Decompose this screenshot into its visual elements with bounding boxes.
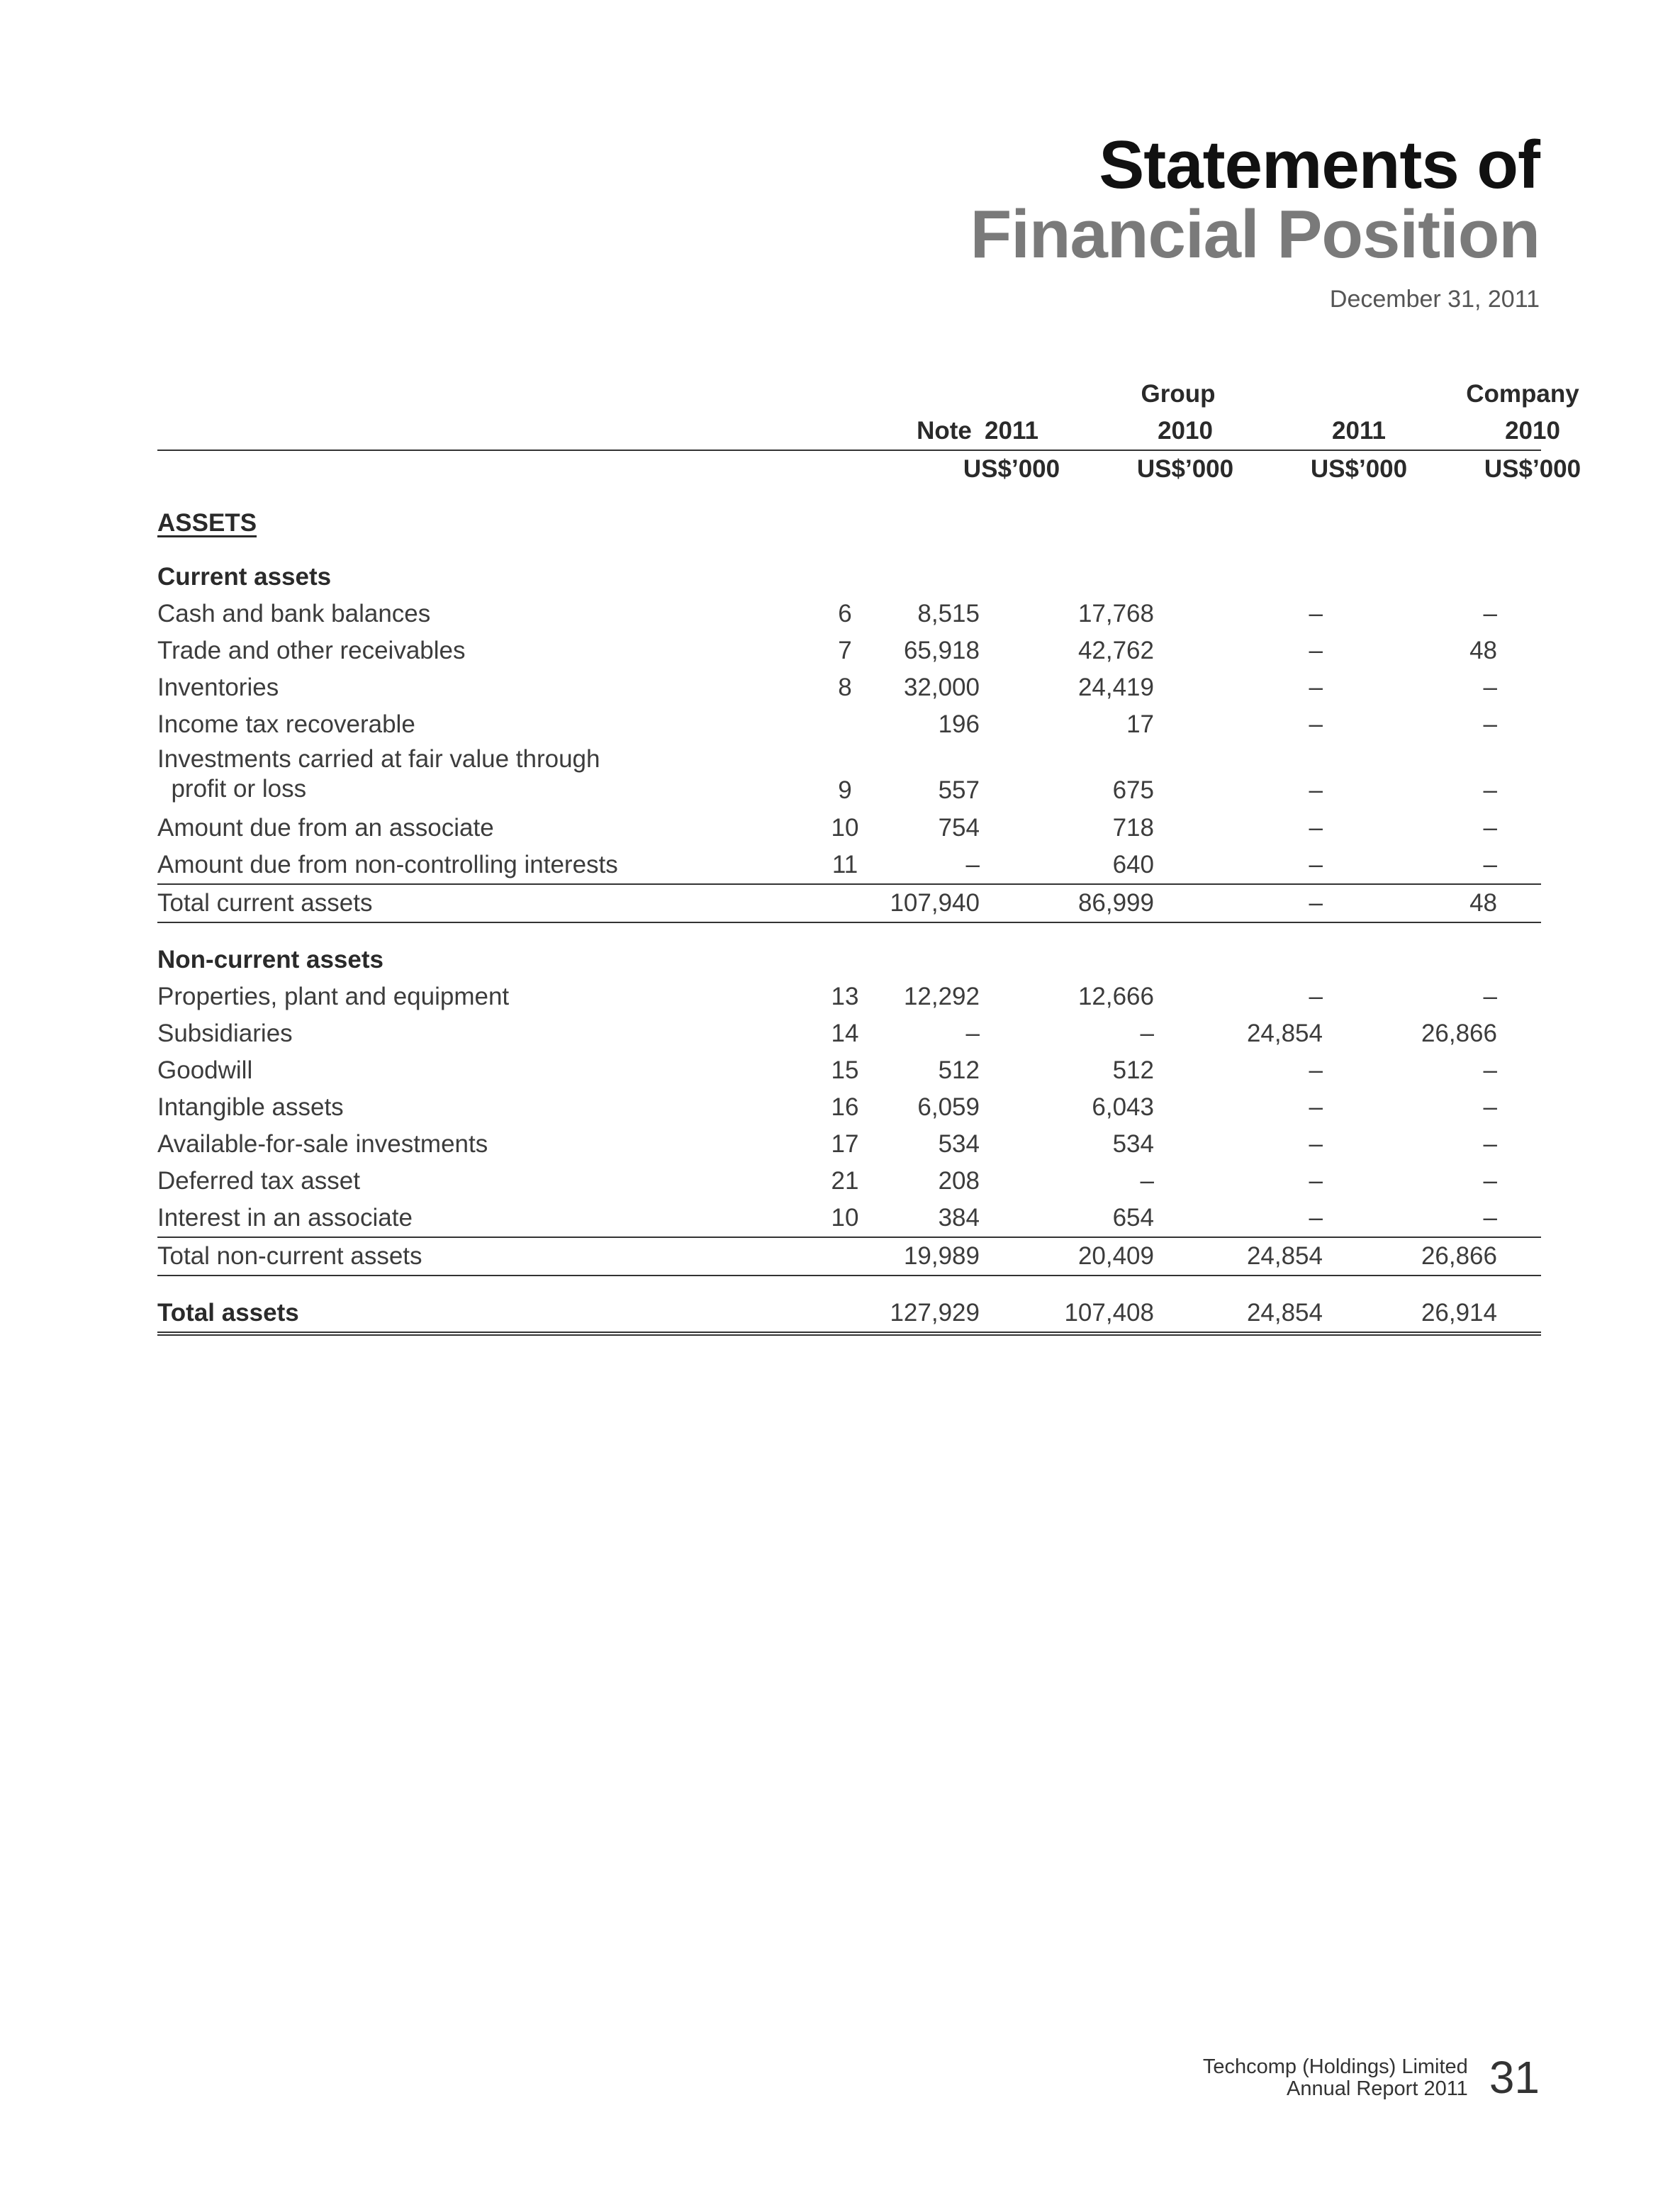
row-label: Interest in an associate [157, 1204, 413, 1232]
year-header-row [157, 413, 1560, 450]
group-column-header: Group [1141, 380, 1216, 408]
group-2010-value: 6,043 [1092, 1093, 1154, 1121]
group-2011-value: 19,989 [903, 1242, 980, 1270]
company-2011-value: – [1309, 983, 1323, 1010]
company-2011-value: – [1309, 1167, 1323, 1195]
row-label: Goodwill [157, 1056, 253, 1084]
row-note: 17 [831, 1130, 859, 1158]
assets-heading: ASSETS [157, 509, 257, 537]
company-2010-value: – [1483, 1167, 1497, 1195]
company-2010-value: – [1483, 983, 1497, 1010]
company-2011-value: 24,854 [1246, 1299, 1323, 1327]
table-row [157, 596, 1541, 632]
company-2011-value: – [1309, 1204, 1323, 1232]
row-label: Deferred tax asset [157, 1167, 360, 1195]
table-row [157, 810, 1541, 847]
group-2011-value: 107,940 [890, 889, 980, 917]
row-label: Investments carried at fair value through profit or loss [157, 745, 600, 803]
group-2010-value: 24,419 [1077, 674, 1154, 701]
group-2010-value: 17,768 [1077, 600, 1154, 627]
table-row [157, 978, 1541, 1015]
year-header: 2011 [1332, 417, 1386, 445]
row-label: Total assets [157, 1299, 299, 1327]
page-number: 31 [1489, 2052, 1540, 2103]
group-2010-value: 640 [1112, 851, 1154, 878]
group-2010-value: 42,762 [1077, 637, 1154, 664]
row-label: Subsidiaries [157, 1020, 293, 1047]
company-2010-value: – [1483, 776, 1497, 804]
row-note: 14 [831, 1020, 859, 1047]
company-2011-value: – [1309, 776, 1323, 804]
footer-report: Annual Report 2011 [1286, 2077, 1468, 2100]
company-2011-value: – [1309, 851, 1323, 878]
row-label: Total non-current assets [157, 1242, 422, 1270]
company-2010-value: 26,866 [1421, 1242, 1497, 1270]
group-2011-value: 534 [938, 1130, 980, 1158]
company-2010-value: – [1483, 710, 1497, 738]
group-2010-value: 86,999 [1077, 889, 1154, 917]
group-2010-value: 675 [1112, 776, 1154, 804]
row-label: Income tax recoverable [157, 710, 415, 738]
company-2010-value: – [1483, 851, 1497, 878]
table-row [157, 1089, 1541, 1126]
row-label: Available-for-sale investments [157, 1130, 488, 1158]
group-2010-value: 718 [1112, 814, 1154, 842]
company-2010-value: – [1483, 1056, 1497, 1084]
group-2010-value: 107,408 [1064, 1299, 1154, 1327]
row-label: Inventories [157, 674, 279, 701]
group-2011-value: 12,292 [903, 983, 980, 1010]
table-row [157, 847, 1541, 883]
group-2010-value: 20,409 [1077, 1242, 1154, 1270]
company-2010-value: – [1483, 1093, 1497, 1121]
row-note: 6 [838, 600, 852, 627]
group-2011-value: 8,515 [917, 600, 980, 627]
currency-header: US$’000 [1136, 455, 1234, 483]
group-2010-value: 512 [1112, 1056, 1154, 1084]
company-2011-value: – [1309, 637, 1323, 664]
year-header: 2010 [1158, 417, 1213, 445]
group-2010-value: – [1140, 1020, 1154, 1047]
row-label: Properties, plant and equipment [157, 983, 510, 1010]
group-2011-value: 65,918 [903, 637, 980, 664]
row-note: 13 [831, 983, 859, 1010]
company-2010-value: 26,914 [1421, 1299, 1497, 1327]
currency-header-row [157, 450, 1581, 488]
current-assets-heading: Current assets [157, 563, 332, 591]
group-2011-value: 557 [938, 776, 980, 804]
assets-heading-row [157, 505, 1541, 542]
company-2011-value: – [1309, 1130, 1323, 1158]
table-row [157, 1163, 1541, 1200]
row-label: Total current assets [157, 889, 373, 917]
group-2011-value: 6,059 [917, 1093, 980, 1121]
group-2011-value: 127,929 [890, 1299, 980, 1327]
company-2010-value: 48 [1469, 637, 1497, 664]
group-2011-value: 32,000 [903, 674, 980, 701]
company-2010-value: – [1483, 1204, 1497, 1232]
company-2010-value: – [1483, 1130, 1497, 1158]
table-row [157, 706, 1541, 743]
company-2011-value: – [1309, 1093, 1323, 1121]
row-label: Amount due from non-controlling interests [157, 851, 618, 878]
company-2011-value: – [1309, 600, 1323, 627]
statement-date: December 31, 2011 [1329, 286, 1540, 313]
row-note: 11 [831, 851, 858, 878]
group-2010-value: 534 [1112, 1130, 1154, 1158]
company-2011-value: 24,854 [1246, 1242, 1323, 1270]
row-label: Trade and other receivables [157, 637, 466, 664]
row-label: Cash and bank balances [157, 600, 431, 627]
table-row [157, 743, 1541, 810]
group-2011-value: 512 [938, 1056, 980, 1084]
row-note: 9 [838, 776, 852, 804]
company-2011-value: 24,854 [1246, 1020, 1323, 1047]
company-column-header: Company [1466, 380, 1579, 408]
group-header-row [157, 376, 1579, 413]
year-header: 2010 [1505, 417, 1560, 445]
group-2011-value: 384 [938, 1204, 980, 1232]
row-note: 10 [831, 1204, 859, 1232]
group-2010-value: 654 [1112, 1204, 1154, 1232]
table-row [157, 1200, 1541, 1237]
note-column-header: Note [917, 417, 972, 445]
page-title: Statements of [1099, 127, 1540, 203]
table-row [157, 669, 1541, 706]
currency-header: US$’000 [1484, 455, 1581, 483]
row-label: Intangible assets [157, 1093, 344, 1121]
table-row [157, 1052, 1541, 1089]
row-note: 15 [831, 1056, 859, 1084]
row-note: 16 [831, 1093, 859, 1121]
company-2010-value: – [1483, 600, 1497, 627]
group-2011-value: – [965, 851, 980, 878]
company-2010-value: 48 [1469, 889, 1497, 917]
table-row [157, 1126, 1541, 1163]
company-2011-value: – [1309, 710, 1323, 738]
row-label: Amount due from an associate [157, 814, 494, 842]
footer-text [1203, 2056, 1468, 2100]
page-title-block [970, 127, 1540, 313]
company-2011-value: – [1309, 1056, 1323, 1084]
currency-header: US$’000 [963, 455, 1060, 483]
footer-company: Techcomp (Holdings) Limited [1202, 2055, 1468, 2078]
row-note: 7 [838, 637, 852, 664]
total-noncurrent-assets-row [157, 1237, 1541, 1276]
group-2011-value: – [965, 1020, 980, 1047]
company-2010-value: 26,866 [1421, 1020, 1497, 1047]
noncurrent-assets-heading-row [157, 942, 1541, 978]
company-2011-value: – [1309, 674, 1323, 701]
year-header: 2011 [985, 417, 1038, 445]
group-2011-value: 208 [938, 1167, 980, 1195]
total-assets-row [157, 1295, 1541, 1336]
row-note: 10 [831, 814, 859, 842]
group-2010-value: 17 [1126, 710, 1154, 738]
table-row [157, 632, 1541, 669]
group-2010-value: 12,666 [1077, 983, 1154, 1010]
company-2011-value: – [1309, 814, 1323, 842]
table-row [157, 1015, 1541, 1052]
page-subtitle: Financial Position [970, 196, 1540, 272]
company-2011-value: – [1309, 889, 1323, 917]
financial-position-table [157, 376, 1581, 1336]
noncurrent-assets-heading: Non-current assets [157, 946, 383, 973]
company-2010-value: – [1483, 814, 1497, 842]
currency-header: US$’000 [1310, 455, 1408, 483]
row-note: 8 [838, 674, 852, 701]
group-2010-value: – [1140, 1167, 1154, 1195]
row-note: 21 [831, 1167, 859, 1195]
total-current-assets-row [157, 883, 1541, 923]
current-assets-heading-row [157, 559, 1541, 596]
group-2011-value: 754 [938, 814, 980, 842]
company-2010-value: – [1483, 674, 1497, 701]
group-2011-value: 196 [938, 710, 980, 738]
page-footer [1202, 2052, 1540, 2103]
